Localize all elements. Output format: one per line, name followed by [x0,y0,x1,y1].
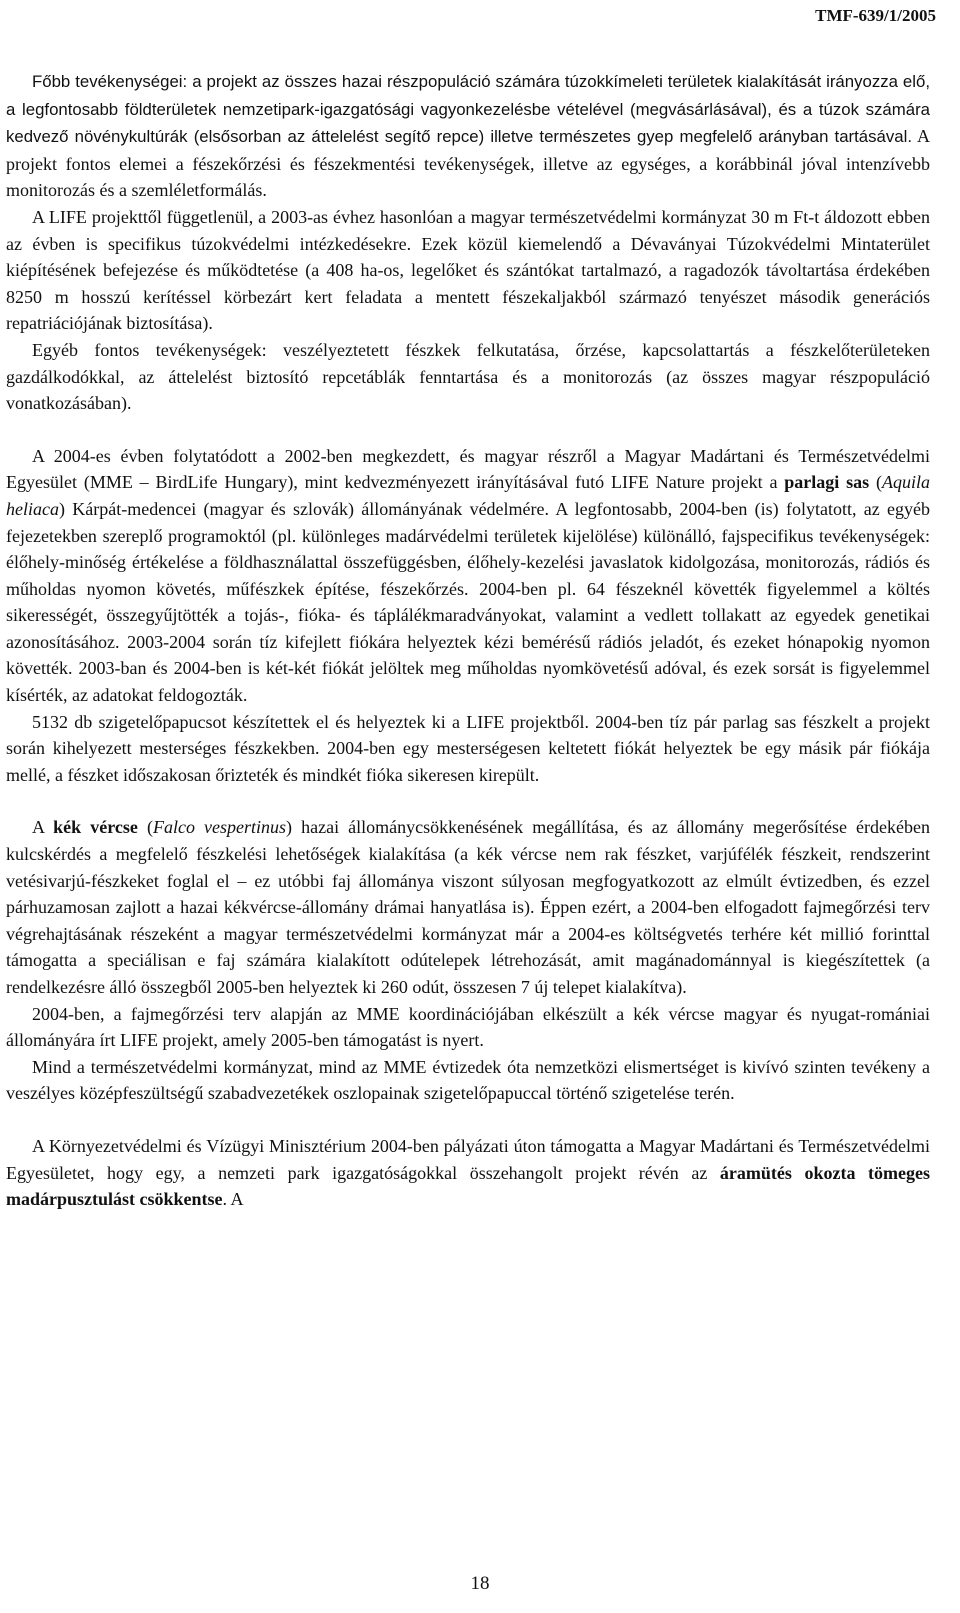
text-run: ( [137,817,153,838]
text-run: A 2004-es évben folytatódott a 2002-ben megkezdett, és magyar részről a Magyar Madártani és Természetvédelmi Egyesület (MME – BirdLife Hungary), mint kedvezményezett irányításával futó LIFE Nature projekt a [6,445,930,493]
bold-text: kék vércse [53,817,138,838]
text-run: Főbb tevékenységei: a projekt az összes hazai részpopuláció számára túzokkímeleti területek kialakítását irányozza elő, a legfontosabb földterületek nemzetipark-igazgatósági vagyonkezelésbe vételével (megvásárlásával), és a túzok számára kedvező növénykultúrák (elsősorban az áttelelést segítő repce) illetve természetes gyep megfelelő arányban tartásával. [6,72,930,147]
text-run: Mind a természetvédelmi kormányzat, mind az MME évtizedek óta nemzetközi elismertséget is kivívó szinten tevékeny a veszélyes középfeszültségű szabadvezetékek oszlopainak szigetelőpapuccal történő szigetelése terén. [6,1056,930,1104]
paragraph [6,1054,930,1107]
document-body [6,68,930,1213]
paragraph [6,68,930,204]
paragraph [6,814,930,1000]
text-run: 2004-ben, a fajmegőrzési terv alapján az MME koordinációjában elkészült a kék vércse magyar és nyugat-romániai állományára írt LIFE projekt, amely 2005-ben támogatást is nyert. [6,1003,930,1051]
paragraph [6,204,930,337]
paragraph [6,443,930,709]
document-id: TMF-639/1/2005 [815,6,936,25]
page-number: 18 [470,1573,490,1594]
text-run: A Környezetvédelmi és Vízügyi Minisztérium 2004-ben pályázati úton támogatta a Magyar Madártani és Természetvédelmi Egyesületet, hogy egy, a nemzeti park igazgatóságokkal összehangolt projekt révén az [6,1135,930,1183]
paragraph [6,1133,930,1213]
paragraph [6,337,930,417]
text-run: ) hazai állománycsökkenésének megállítása, és az állomány megerősítése érdekében kulcskérdés a megfelelő fészkelési lehetőségek kialakítása (a kék vércse nem rak fészket, varjúfélék fészkeit, rendszerint vetésivarjú-fészkeket foglal el – ez utóbbi faj állománya viszont súlyosan megfogyatkozott az elmúlt évtizedben, és ezzel párhuzamosan zajlott a hazai kékvércse-állomány drámai hanyatlása is). Éppen ezért, a 2004-ben elfogadott fajmegőrzési terv végrehajtásának részeként a magyar természetvédelmi kormányzat már a 2004-es költségvetés terhére két millió forinttal támogatta a speciálisan e faj számára kialakított odútelepek létrehozását, amit magánadománnyal is kiegészítettek (a rendelkezésre álló összegből 2005-ben helyeztek ki 260 odút, összesen 7 új telepet kialakítva). [6,817,930,997]
italic-text: Aquila heliaca [6,472,931,519]
text-run: A LIFE projekttől függetlenül, a 2003-as évhez hasonlóan a magyar természetvédelmi kormányzat 30 m Ft-t áldozott ebben az évben is specifikus túzokvédelmi intézkedésekre. Ezek közül kiemelendő a Dévaványai Túzokvédelmi Mintaterület kiépítésének befejezése és működtetése (a 408 ha-os, legelőket és szántókat tartalmazó, a ragadozók távoltartása érdekében 8250 m hosszú kerítéssel körbezárt kert feladata a mentett fészekaljakból származó tenyészet második generációs repatriációjának biztosítása). [6,206,930,334]
text-run: A [32,817,54,838]
text-run: Egyéb fontos tevékenységek: veszélyeztetett fészkek felkutatása, őrzése, kapcsolattartás a fészkelőterületeken gazdálkodókkal, az áttelelést biztosító repcetáblák fenntartása és a monitorozás (az összes magyar részpopuláció vonatkozásában). [6,339,930,414]
bold-text: parlagi sas [784,472,870,493]
italic-text: Falco vespertinus [152,817,287,838]
paragraph [6,1001,930,1054]
text-run: ) Kárpát-medencei (magyar és szlovák) állományának védelmére. A legfontosabb, 2004-ben (is) folytatott, az egyéb fejezetekben szereplő programoktól (pl. különleges madárvédelmi területek kijelölése) különálló, fajspecifikus tevékenységek: élőhely-minőség értékelése a földhasználattal összefüggésben, élőhely-kezelési javaslatok kidolgozása, monitorozás, rádiós és műholdas nyomon követés, műfészkek építése, fészekőrzés. 2004-ben pl. 64 fészeknél követték figyelemmel a költés sikerességét, összegyűjtötték a tojás-, fióka- és táplálékmaradványokat, valamint a vedlett tollakatt az egyedek genetikai azonosításához. 2003-2004 során tíz kifejlett fiókára helyeztek kézi bemérésű rádiós jeladót, és ezeket hónapokig nyomon követték. 2003-ban és 2004-ben is két-két fiókát jelöltek meg műholdas nyomkövetésű adóval, és ezek sorsát is figyelemmel kísérték, az adatokat feldogozták. [6,498,930,706]
text-run: 5132 db szigetelőpapucsot készítettek el és helyeztek ki a LIFE projektből. 2004-ben tíz pár parlag sas fészkelt a projekt során kihelyezett mesterséges fészkekben. 2004-ben egy mesterségesen keltetett fiókát helyeztek be egy másik pár fiókája mellé, a fészket időszakosan őrizteték és mindkét fióka sikeresen kirepült. [6,711,930,785]
text-run: A projekt fontos elemei a fészekőrzési és fészekmentési tevékenységek, illetve az egységes, a korábbinál jóval intenzívebb monitorozás és a szemléletformálás. [6,126,930,201]
text-run: ( [869,472,883,493]
bold-text: áramütés okozta tömeges madárpusztulást csökkentse [6,1162,930,1210]
paragraph [6,709,930,789]
text-run: . A [222,1189,244,1210]
